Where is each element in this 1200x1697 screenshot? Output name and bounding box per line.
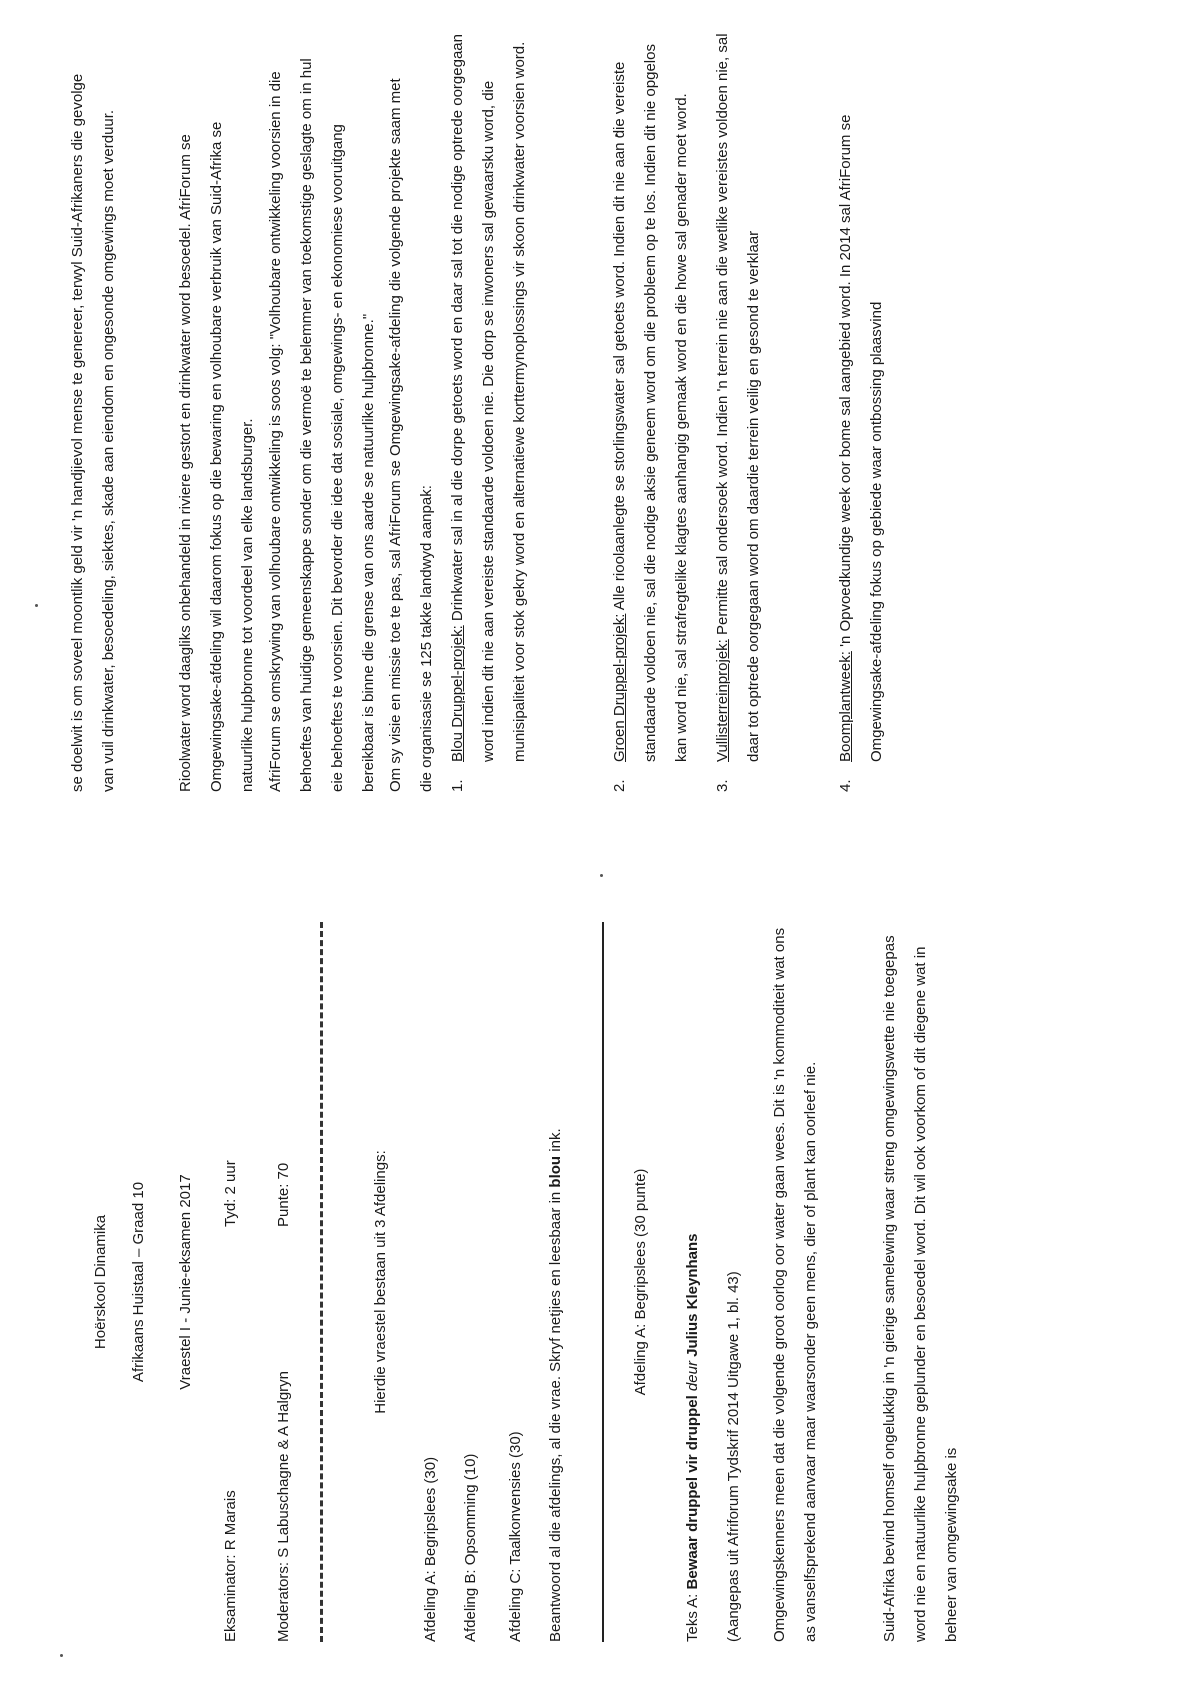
solid-divider	[602, 922, 604, 1642]
project-name: Blou Druppel-projek:	[449, 625, 466, 762]
list-item	[707, 27, 769, 792]
project-name: Groen Druppel-projek:	[611, 613, 628, 762]
list-number: 2.	[611, 779, 628, 792]
scan-speck	[600, 874, 603, 877]
instructions-ink-colour: blou	[547, 1155, 564, 1188]
text-label: Teks A:	[684, 1593, 701, 1642]
school-name: Hoërskool Dinamika	[92, 1214, 109, 1350]
paper-structure: Hierdie vraestel bestaan uit 3 Afdelings:	[372, 1150, 389, 1414]
section-a-heading: Afdeling A: Begripslees (30 punte)	[632, 1168, 649, 1396]
list-number: 1.	[449, 779, 466, 792]
moderators: Moderators: S Labuschagne & A Halgryn	[275, 1371, 292, 1642]
list-number: 3.	[714, 779, 731, 792]
project-name: Vullisterreinprojek:	[714, 639, 731, 762]
list-item	[830, 27, 892, 792]
list-item	[604, 27, 697, 792]
section-list-item: Afdeling C: Taalkonvensies (30)	[507, 1431, 524, 1642]
project-text: 'n Opvoedkundige week oor bome sal aangebied word. In 2014 sal AfriForum se Omgewingsake-afdeling fokus op gebiede waar ontbossing plaasvind	[837, 114, 885, 762]
section-list-item: Afdeling A: Begripslees (30)	[422, 1456, 439, 1642]
project-text: Drinkwater sal in al die dorpe getoets word en daar sal tot die nodige optrede oorgegaan word indien dit nie aan vereiste standaarde voldoen nie. Die dorp se inwoners sal gewaarsku word, die munisipaliteit voor stok gekry word en alternatiewe korttermynoplossings vir skoon drinkwater voorsien word.	[449, 34, 528, 762]
instructions-end: ink.	[547, 1128, 564, 1152]
text-author: Julius Kleynhans	[684, 1233, 701, 1357]
body-paragraph: Omgewingskenners meen dat die volgende groot oorlog oor water gaan wees. Dit is 'n kommoditeit wat ons as vanselfsprekend aanvaar maar waarsonder geen mens, dier of plant kan oorleef nie.	[771, 927, 819, 1642]
exam-time: Tyd: 2 uur	[222, 1160, 239, 1227]
project-text: Permitte sal ondersoek word. Indien 'n terrein nie aan die wetlike vereistes voldoen nie, sal daar tot optrede oorgegaan word om daardie terrein veilig en gesond te verklaar	[714, 33, 762, 762]
dashed-divider	[320, 922, 323, 1642]
section-list-item: Afdeling B: Opsomming (10)	[462, 1453, 479, 1642]
body-paragraph: AfriForum se omskrywing van volhoubare ontwikkeling is soos volg: "Volhoubare ontwikkeling voorsien in die behoeftes van huidige gemeenskappe sonder om die vermoë te belemmer van toekomstige geslagte om in hul eie behoeftes te voorsien. Dit bevorder die idee dat sosiale, omgewings- en ekonomiese vooruitgang bereikbaar is binne die grense van ons aarde se natuurlike hulpbronne."	[267, 58, 377, 792]
body-paragraph: se doelwit is om soveel moontlik geld vir 'n handjievol mense te genereer, terwyl Suid-Afrikaners die gevolge van vuil drinkwater, besoedeling, siektes, skade aan eiendom en ongesonde omgewings moet verduur.	[69, 73, 117, 792]
subject-title: Afrikaans Huistaal – Graad 10	[130, 1181, 147, 1383]
instructions	[547, 922, 564, 1642]
scan-speck	[60, 1654, 63, 1657]
body-paragraph: Rioolwater word daagliks onbehandeld in riviere gestort en drinkwater word besoedel. AfriForum se Omgewingsake-afdeling wil daarom fokus op die bewaring en volhoubare verbruik van Suid-Afrika se natuurlike hulpbronne tot voordeel van elke landsburger.	[177, 121, 256, 792]
body-paragraph: Om sy visie en missie toe te pas, sal AfriForum se Omgewingsake-afdeling die volgende projekte saam met die organisasie se 125 takke landwyd aanpak:	[387, 78, 435, 792]
text-author-prefix: deur	[684, 1361, 701, 1392]
scan-speck	[35, 604, 38, 607]
project-name: Boomplantweek:	[837, 651, 854, 762]
text-title: Bewaar druppel vir druppel	[684, 1395, 701, 1590]
project-text: Alle rioolaanlegte se storlingswater sal getoets word. Indien dit nie aan die vereiste standaarde voldoen nie, sal die nodige aksie geneem word om die probleem op te los. Indien dit nie opgelos kan word nie, sal strafregtelike klagtes aanhangig gemaak word en die howe sal genader moet word.	[611, 44, 690, 762]
text-title-line	[684, 1234, 701, 1643]
text-source: (Aangepas uit Afriforum Tydskrif 2014 Uitgawe 1, bl. 43)	[725, 1271, 742, 1642]
total-marks: Punte: 70	[275, 1162, 292, 1227]
list-item	[442, 27, 535, 792]
paper-title: Vraestel I - Junie-eksamen 2017	[177, 1174, 194, 1390]
list-number: 4.	[837, 779, 854, 792]
examiner: Eksaminator: R Marais	[222, 1490, 239, 1642]
body-paragraph: Suid-Afrika bevind homself ongelukkig in 'n gierige samelewing waar streng omgewingswette nie toegepas word nie en natuurlike hulpbronne geplunder en besoedel word. Dit wil ook voorkom of dit diegene wat in beheer van omgewingsake is	[881, 935, 960, 1642]
instructions-text: Beantwoord al die afdelings, al die vrae. Skryf netjies en leesbaar in	[547, 1191, 564, 1642]
